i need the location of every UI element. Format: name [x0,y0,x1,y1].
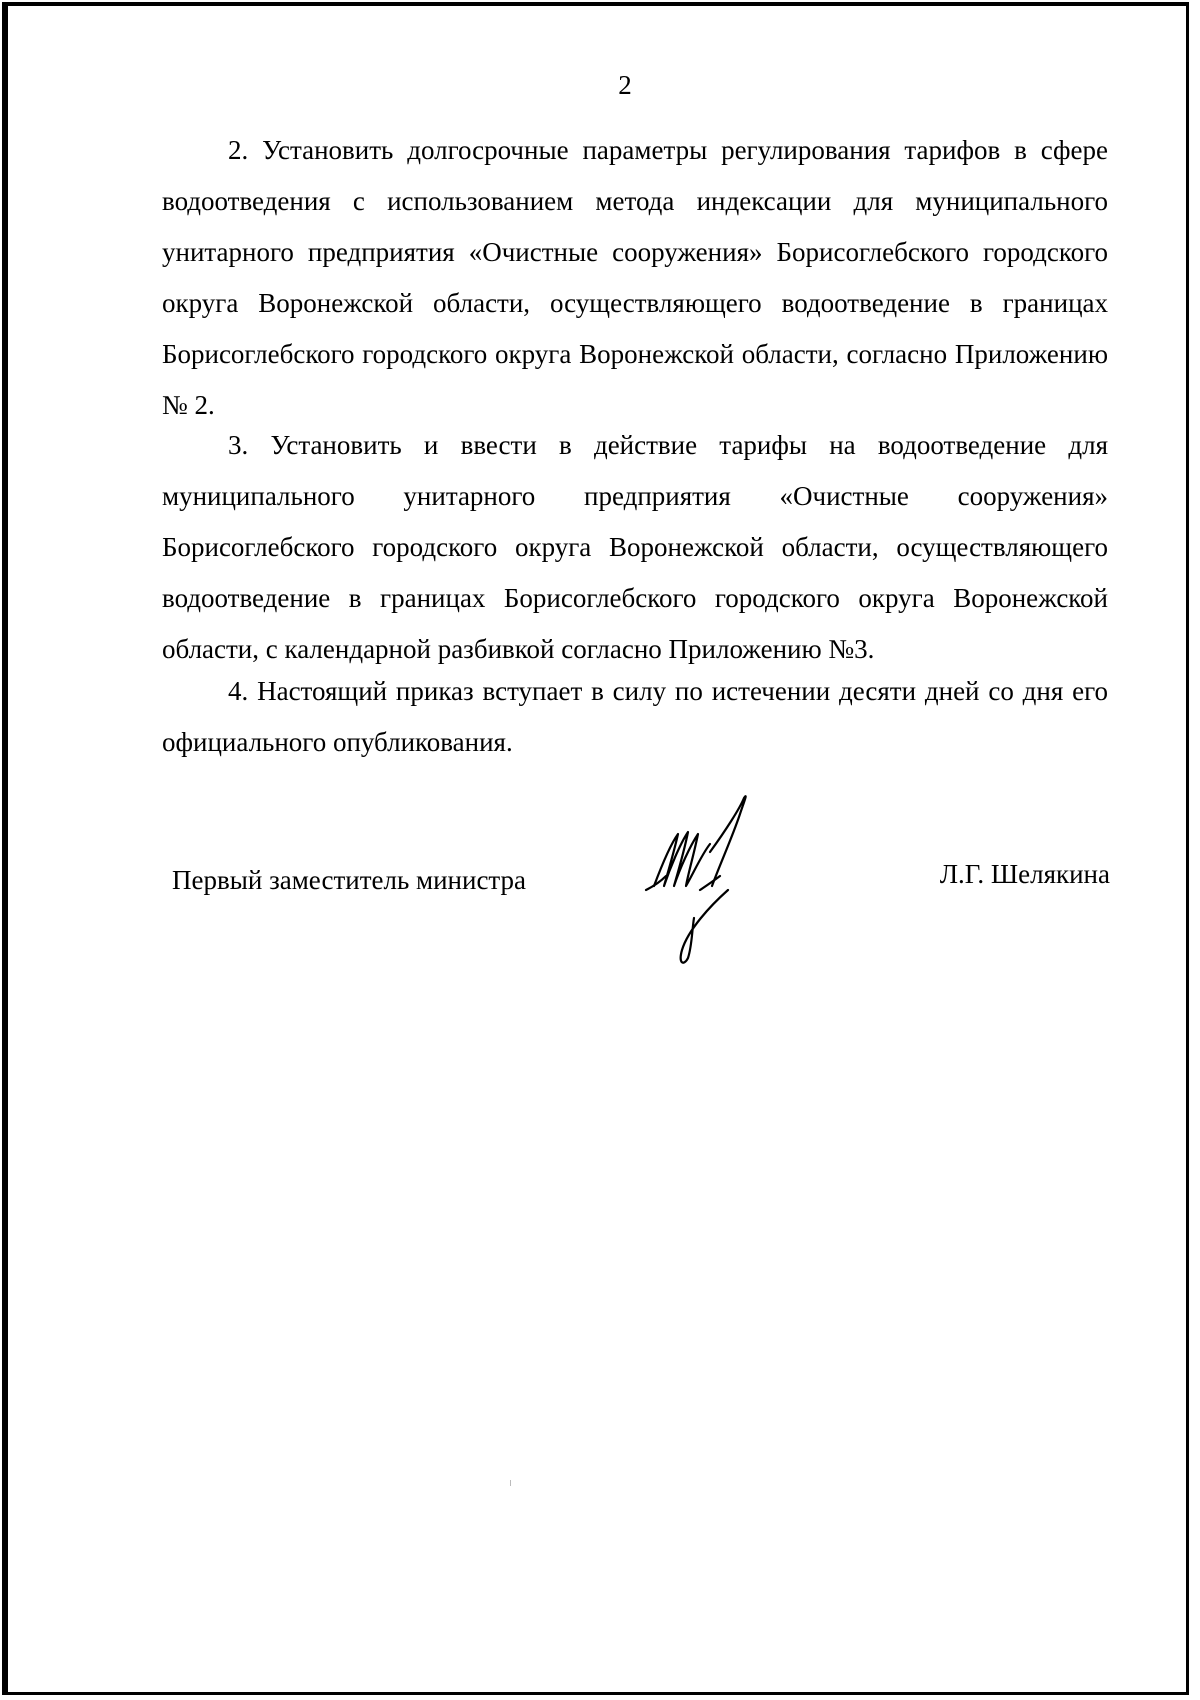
page-number: 2 [618,70,632,100]
signer-name: Л.Г. Шелякина [939,859,1110,889]
scan-artifact [510,1480,511,1486]
paragraph-4: 4. Настоящий приказ вступает в силу по истечении десяти дней со дня его официального опубликования. [162,676,1108,757]
signer-position-title: Первый заместитель министра [172,865,527,895]
paragraph-3: 3. Установить и ввести в действие тарифы на водоотведение для муниципального унитарного предприятия «Очистные сооружения» Борисоглебского городского округа Воронежской области, осуществляющего водоотведение в границах Борисоглебского городского округа Воронежской области, с календарной разбивкой согласно Приложению №3. [162,430,1108,664]
paragraph-2: 2. Установить долгосрочные параметры регулирования тарифов в сфере водоотведения с использованием метода индексации для муниципального унитарного предприятия «Очистные сооружения» Борисоглебского городского округа Воронежской области, осуществляющего водоотведение в границах Борисоглебского городского округа Воронежской области, согласно Приложению № 2. [162,135,1108,420]
handwritten-signature-icon [640,790,790,970]
